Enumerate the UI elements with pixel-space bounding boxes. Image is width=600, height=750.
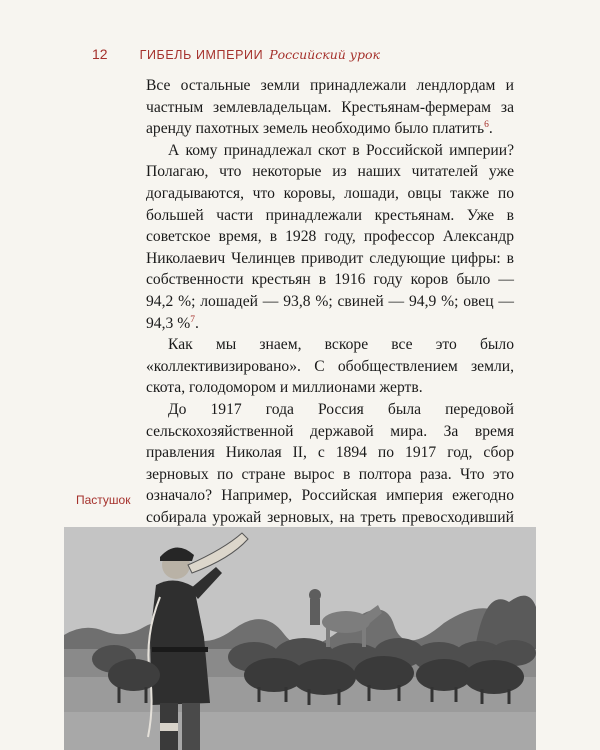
footnote-ref[interactable]: 6	[484, 120, 489, 130]
book-title: ГИБЕЛЬ ИМПЕРИИ	[139, 48, 264, 62]
figure-caption: Пастушок	[76, 493, 131, 507]
shepherd-boy-photo-icon	[64, 527, 536, 750]
page-number: 12	[92, 46, 108, 62]
shepherd-photo	[64, 527, 536, 750]
paragraph-end: .	[488, 120, 493, 138]
footnote-ref[interactable]: 7	[190, 314, 195, 325]
body-text	[146, 75, 514, 593]
paragraph-end: .	[194, 314, 199, 332]
paragraph: Как мы знаем, вскоре все это было «коллективизировано». С обобществлением земли, скота, голодомором и миллионами жертв.	[146, 336, 514, 397]
paragraph	[146, 75, 514, 140]
section-title: Российский урок	[269, 47, 381, 62]
paragraph	[146, 140, 514, 334]
paragraph-text: Все остальные земли принадлежали лендлордам и частным землевладельцам. Крестьянам-фермерам за аренду пахотных земель необходимо было платить	[146, 77, 514, 138]
running-header	[92, 46, 380, 70]
paragraph-text: До 1917 года Россия была передовой сельскохозяйственной державой мира. За время правления Николая II, с 1894 по 1917 год, сбор зерновых по стране вырос в полтора раза. Что это означало? Например, Российская империя ежегодно собирала урожай зерновых, на треть превосходивший	[146, 400, 514, 526]
paragraph-text: А кому принадлежал скот в Российской империи? Полагаю, что некоторые из наших читателей уже догадываются, что коровы, лошади, овцы также по большей части принадлежали крестьянам. Уже в советское время, в 1928 году, профессор Александр Николаевич Челинцев приводит следующие цифры: в собственности крестьян в 1916 году коров было — 94,2 %; лошадей — 93,8 %; свиней — 94,9 %; овец — 94,3 %	[146, 141, 514, 332]
